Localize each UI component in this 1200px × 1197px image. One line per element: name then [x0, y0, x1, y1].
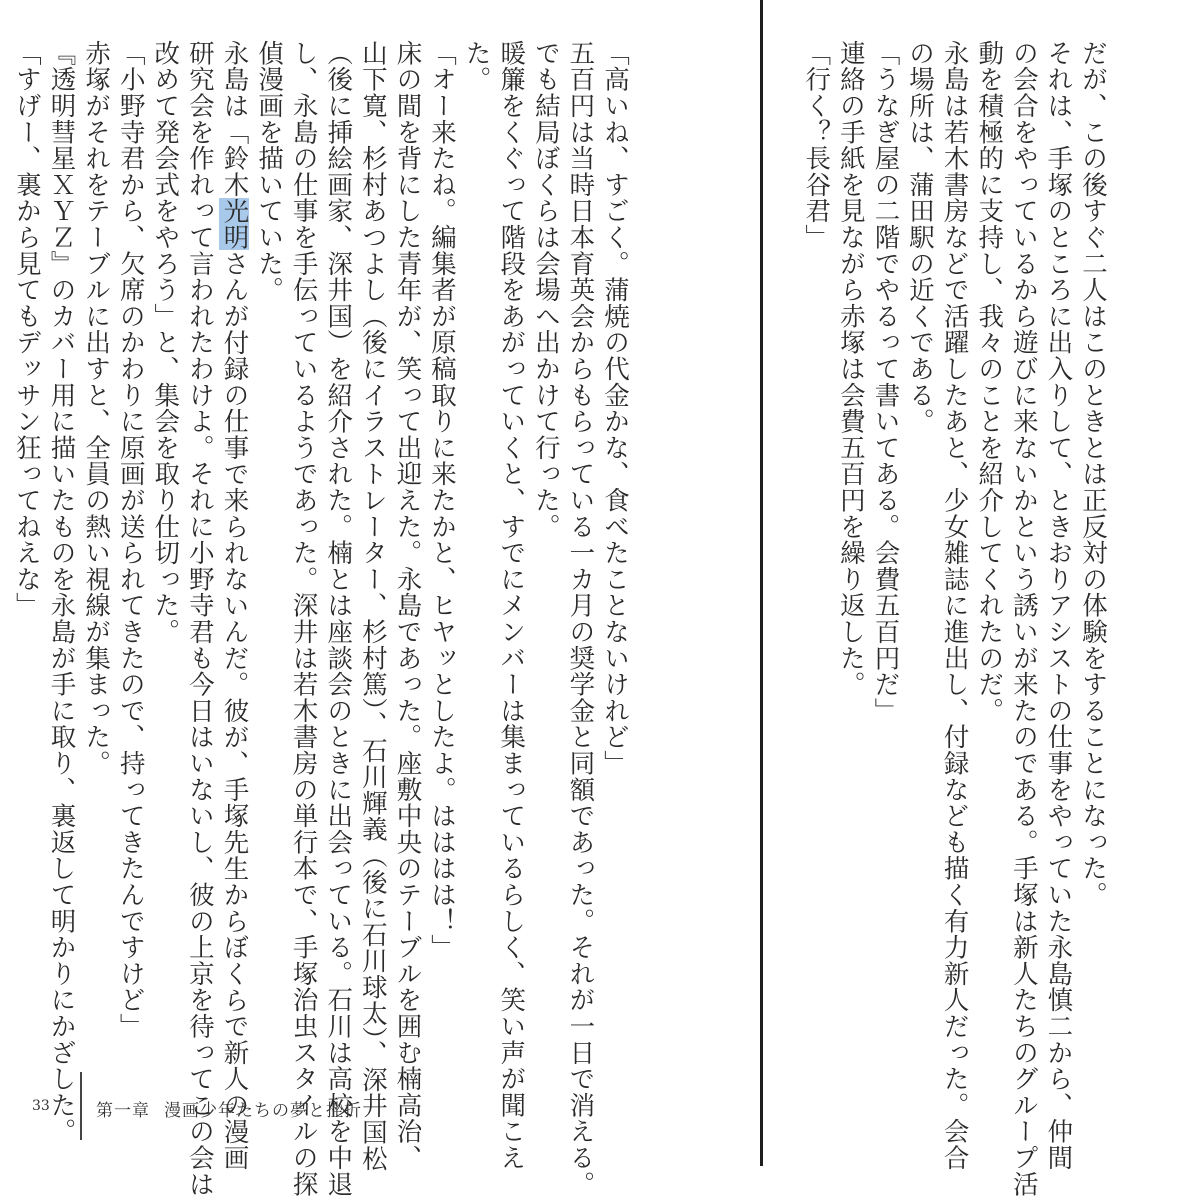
- footer-rule: [80, 1072, 82, 1140]
- chapter-label: 第一章: [96, 1101, 150, 1121]
- running-header-chapter: [96, 1096, 362, 1121]
- left-line: 「高いね、すごく。蒲焼の代金かな、食べたことないけれど」: [600, 40, 630, 777]
- left-line: 五百円は当時日本育英会からもらっている一カ月の奨学金と同額であった。それが一日で消える。: [565, 40, 596, 1197]
- left-line: でも結局ぼくらは会場へ出かけて行った。: [530, 40, 561, 540]
- text-selection-highlight: 光明: [219, 197, 250, 251]
- left-line: 暖簾をくぐって階段をあがっていくと、すでにメンバーは集まっているらしく、笑い声が聞こえ: [496, 40, 527, 1171]
- right-line: 連絡の手紙を見ながら赤塚は会費五百円を繰り返した。: [835, 40, 866, 698]
- left-line: 『透明彗星ＸＹＺ』のカバー用に描いたものを永島が手に取り、裏返して明かりにかざした。: [46, 40, 77, 1145]
- left-line: 改めて発会式をやろう」と、集会を取り仕切った。: [150, 40, 181, 645]
- right-line: 永島は若木書房などで活躍したあと、少女雑誌に進出し、付録なども描く有力新人だった。会合: [939, 40, 970, 1171]
- left-line: 「小野寺君から、欠席のかわりに原画が送られてきたので、持ってきたんですけど」: [115, 40, 146, 1040]
- right-line: 「行く？長谷君」: [801, 40, 832, 251]
- right-line: の会合をやっているから遊びに来ないかという誘いが来たのである。手塚は新人たちのグループ活: [1008, 40, 1039, 1197]
- left-line: 山下寛、杉村あつよし（後にイラストレーター、杉村篤）、石川輝義（後に石川球太）、深井国松: [357, 40, 388, 1172]
- right-line: 動を積極的に支持し、我々のことを紹介してくれたのだ。: [974, 40, 1005, 724]
- left-line: （後に挿絵画家、深井国）を紹介された。楠とは座談会のときに出会っている。石川は高校を中退: [323, 40, 354, 1197]
- right-line: の場所は、蒲田駅の近くである。: [905, 40, 936, 435]
- left-line: 偵漫画を描いていた。: [254, 40, 285, 303]
- left-line: た。: [461, 40, 492, 93]
- left-line: 赤塚がそれをテーブルに出すと、全員の熱い視線が集まった。: [81, 40, 112, 777]
- right-line: それは、手塚のところに出入りして、ときおりアシストの仕事をやっていた永島慎二から、仲間: [1043, 40, 1074, 1171]
- right-page: [764, 0, 1200, 1197]
- left-line: 床の間を背にした青年が、笑って出迎えた。永島であった。座敷中央のテーブルを囲む楠高治、: [392, 40, 423, 1171]
- left-line: 「オー来たね。編集者が原稿取りに来たかと、ヒヤッとしたよ。はははは！」: [427, 40, 458, 961]
- left-line: 永島は「鈴木光明さんが付録の仕事で来られないんだ。彼が、手塚先生からぼくらで新人の漫画: [219, 40, 250, 1171]
- right-page-body-text: [799, 40, 1110, 1197]
- chapter-title: 漫画少年たちの夢と挫折: [164, 1101, 362, 1121]
- left-line: 研究会を作れって言われたわけよ。それに小野寺君も今日はいないし、彼の上京を待ってこの会は: [184, 40, 215, 1197]
- left-line: 「すげー、裏から見てもデッサン狂ってねえな」: [11, 40, 42, 619]
- right-line: だが、この後すぐ二人はこのときとは正反対の体験をすることになった。: [1078, 40, 1108, 908]
- page-number: 33: [32, 1098, 50, 1114]
- right-line: 「うなぎ屋の二階でやるって書いてある。会費五百円だ」: [870, 40, 901, 724]
- left-line: し、永島の仕事を手伝っているようであった。深井は若木書房の単行本で、手塚治虫スタイルの探: [288, 40, 319, 1197]
- page-gutter-divider: [760, 0, 763, 1166]
